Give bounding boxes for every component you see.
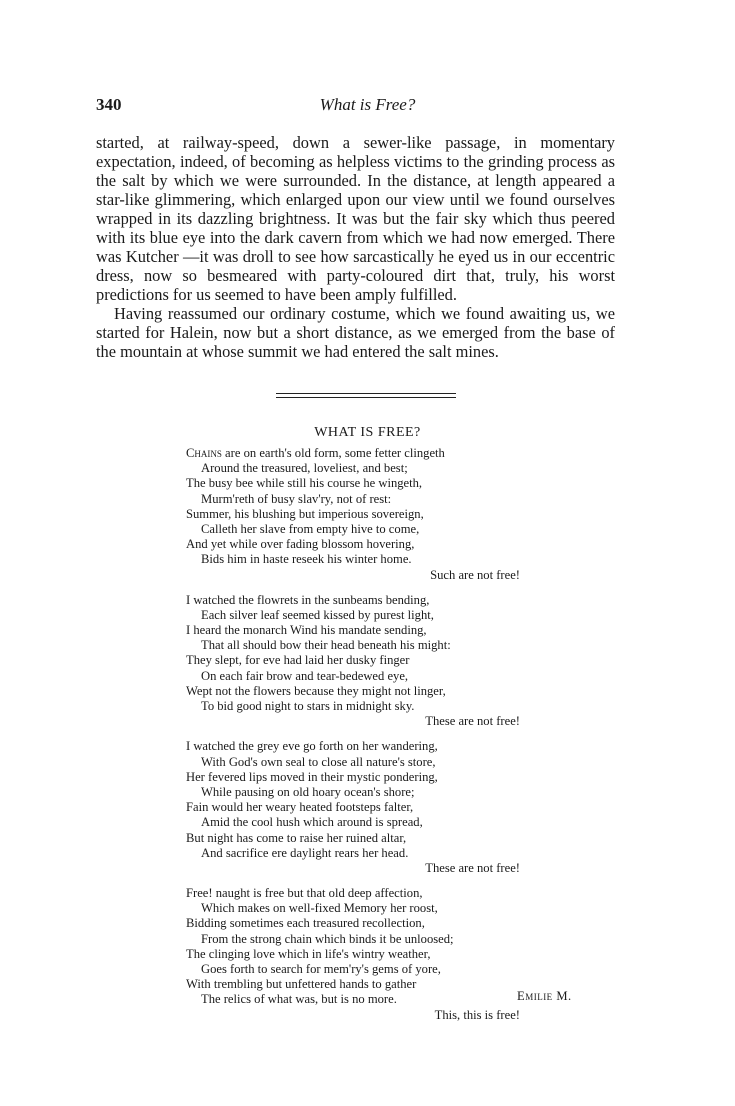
poem-line: Around the treasured, loveliest, and best; bbox=[201, 461, 408, 476]
poem-line: To bid good night to stars in midnight sky. bbox=[201, 699, 415, 713]
stanza-gap bbox=[186, 729, 526, 739]
prose-paragraph-1: started, at railway-speed, down a sewer-like passage, in momentary expectation, indeed, of becoming as helpless victims to the grinding process as the salt by which we were surrounded. In the distance, at length appeared a star-like glimmering, which enlarged upon our view until we found ourselves wrapped in its dazzling brightness. It was but the fair sky which thus peered with its blue eye into the dark cavern from which we had now emerged. There was Kutcher —it was droll to see how sarcastically he eyed us in our eccentric dress, now so besmeared with party-coloured dirt that, truly, his worst predictions for us seemed to have been amply fulfilled. bbox=[96, 133, 615, 304]
stanza-gap bbox=[186, 583, 526, 593]
poem-line: Goes forth to search for mem'ry's gems of yore, bbox=[201, 962, 441, 976]
stanza-refrain: These are not free! bbox=[425, 860, 520, 875]
poem-author: Emilie M. bbox=[517, 989, 572, 1003]
stanza-gap bbox=[186, 876, 526, 886]
poem-line: Bids him in haste reseek his winter home. bbox=[201, 552, 412, 567]
poem-line: But night has come to raise her ruined altar, bbox=[186, 830, 407, 845]
stanza-2 bbox=[186, 593, 526, 730]
poem-line: While pausing on old hoary ocean's shore; bbox=[201, 784, 415, 799]
poem-line: They slept, for eve had laid her dusky finger bbox=[186, 653, 410, 668]
poem-line: I watched the flowrets in the sunbeams bending, bbox=[186, 592, 430, 607]
poem-line: Which makes on well-fixed Memory her roost, bbox=[201, 901, 438, 916]
poem-title: WHAT IS FREE? bbox=[314, 425, 421, 440]
poem-line: Fain would her weary heated footsteps falter, bbox=[186, 800, 414, 815]
divider-rule-bottom bbox=[276, 397, 456, 398]
poem-line: Murm'reth of busy slav'ry, not of rest: bbox=[201, 491, 392, 506]
poem-line: I heard the monarch Wind his mandate sending, bbox=[186, 623, 427, 638]
poem-line: Each silver leaf seemed kissed by purest light, bbox=[201, 607, 434, 622]
poem-line: The clinging love which in life's wintry weather, bbox=[186, 946, 431, 961]
poem-line: Amid the cool hush which around is spread, bbox=[201, 815, 423, 830]
poem-line: And yet while over fading blossom hovering, bbox=[186, 537, 415, 552]
poem-line-text: are on earth's old form, some fetter clingeth bbox=[221, 446, 445, 460]
poem-line: The busy bee while still his course he wingeth, bbox=[186, 476, 423, 491]
stanza-1 bbox=[186, 446, 526, 583]
poem-line: On each fair brow and tear-bedewed eye, bbox=[201, 668, 409, 683]
stanza-3 bbox=[186, 739, 526, 876]
poem-line: Calleth her slave from empty hive to come, bbox=[201, 521, 420, 536]
poem-line: With God's own seal to close all nature's store, bbox=[201, 754, 436, 769]
poem-line bbox=[186, 446, 526, 461]
stanza-refrain: This, this is free! bbox=[434, 1007, 520, 1022]
poem-line: With trembling but unfettered hands to gather bbox=[186, 977, 417, 992]
poem-line: And sacrifice ere daylight rears her head. bbox=[201, 845, 409, 860]
divider-rule-top bbox=[276, 393, 456, 394]
running-title: What is Free? bbox=[319, 95, 416, 114]
poem-line: I watched the grey eve go forth on her wandering, bbox=[186, 739, 438, 754]
stanza-refrain: Such are not free! bbox=[430, 567, 520, 582]
poem bbox=[186, 446, 526, 1023]
stanza-refrain: These are not free! bbox=[425, 714, 520, 729]
stanza-4 bbox=[186, 886, 526, 1023]
poem-line: Wept not the flowers because they might not linger, bbox=[186, 683, 446, 698]
poem-line: The relics of what was, but is no more. bbox=[201, 992, 397, 1007]
prose-block bbox=[96, 133, 615, 361]
prose-paragraph-2: Having reassumed our ordinary costume, which we found awaiting us, we started for Halein, now but a short distance, as we emerged from the base of the mountain at whose summit we had entered the salt mines. bbox=[96, 304, 615, 361]
poem-line: Her fevered lips moved in their mystic pondering, bbox=[186, 769, 438, 784]
poem-line: Bidding sometimes each treasured recollection, bbox=[186, 916, 425, 931]
page-number: 340 bbox=[96, 95, 122, 114]
poem-line: Summer, his blushing but imperious sovereign, bbox=[186, 506, 424, 521]
poem-first-word: Chains bbox=[186, 446, 222, 460]
poem-line: That all should bow their head beneath his might: bbox=[201, 638, 451, 653]
poem-line: Free! naught is free but that old deep affection, bbox=[186, 886, 423, 901]
poem-line: From the strong chain which binds it be unloosed; bbox=[201, 931, 454, 946]
